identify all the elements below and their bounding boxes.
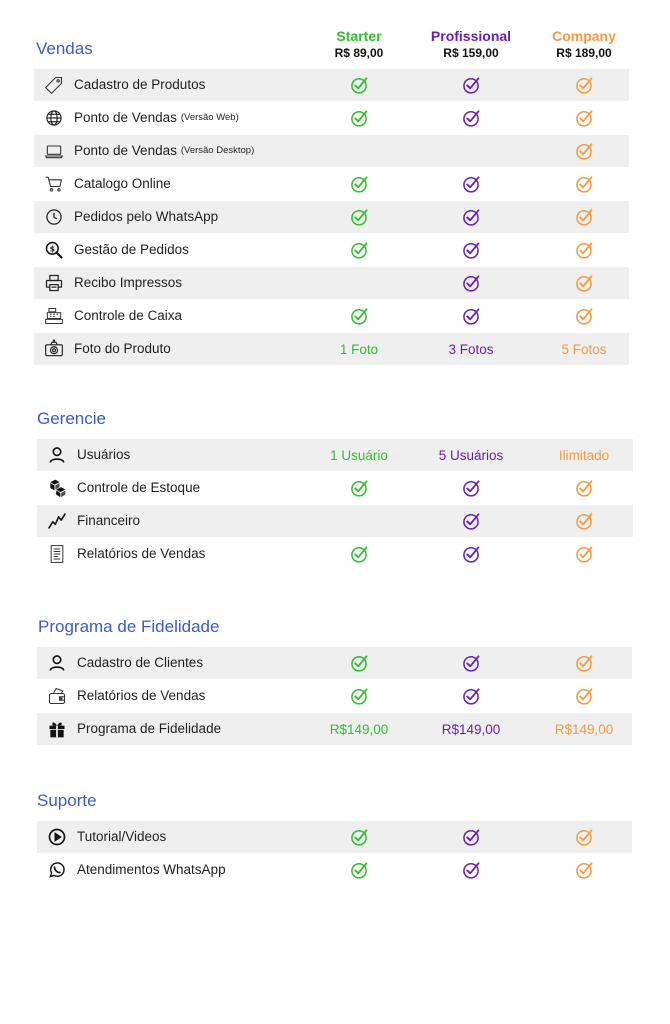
check-icon xyxy=(304,472,414,504)
plan-value: Ilimitado xyxy=(558,447,610,463)
feature-row xyxy=(37,538,633,570)
check-icon xyxy=(304,201,414,233)
feature-label xyxy=(74,176,171,191)
feature-note: (Versão Web) xyxy=(180,112,239,123)
clock-icon xyxy=(44,207,64,227)
feature-row xyxy=(34,168,629,200)
feature-row xyxy=(34,267,629,299)
money-search-icon xyxy=(44,240,64,260)
check-icon xyxy=(416,69,526,101)
feature-row xyxy=(37,680,632,712)
section-title: Programa de Fidelidade xyxy=(38,617,220,636)
feature-row xyxy=(37,647,632,679)
plan-value: R$149,00 xyxy=(329,721,389,737)
check-icon xyxy=(416,647,526,679)
feature-label xyxy=(77,546,205,561)
trend-line-icon xyxy=(47,511,67,531)
plan-value: 3 Fotos xyxy=(448,341,494,357)
feature-label xyxy=(77,862,226,877)
check-icon xyxy=(529,168,639,200)
feature-name: Catalogo Online xyxy=(74,176,171,191)
feature-label xyxy=(77,447,130,462)
check-icon xyxy=(529,234,639,266)
plan-name: Starter xyxy=(336,28,382,44)
plan-price: R$ 89,00 xyxy=(334,46,384,60)
empty-cell xyxy=(416,135,526,167)
feature-name: Cadastro de Produtos xyxy=(74,77,206,92)
whatsapp-icon xyxy=(47,860,67,880)
check-icon xyxy=(529,300,639,332)
feature-name: Foto do Produto xyxy=(74,341,171,356)
section-title: Gerencie xyxy=(37,409,106,428)
globe-icon xyxy=(44,108,64,128)
printer-icon xyxy=(44,273,64,293)
feature-row xyxy=(34,300,629,332)
check-icon xyxy=(416,300,526,332)
check-icon xyxy=(529,854,639,886)
check-icon xyxy=(416,168,526,200)
feature-label xyxy=(74,275,182,290)
plan-price: R$ 159,00 xyxy=(443,46,499,60)
tag-icon xyxy=(44,75,64,95)
plan-header-starter xyxy=(304,28,414,61)
feature-label xyxy=(74,77,205,92)
check-icon xyxy=(304,234,414,266)
play-icon xyxy=(47,827,67,847)
plan-header-profissional xyxy=(416,28,526,61)
check-icon xyxy=(304,300,414,332)
feature-label xyxy=(77,688,205,703)
check-icon xyxy=(529,267,639,299)
check-icon xyxy=(529,69,639,101)
boxes-icon xyxy=(47,478,67,498)
cart-icon xyxy=(44,174,64,194)
feature-name: Cadastro de Clientes xyxy=(77,655,204,670)
feature-name: Financeiro xyxy=(77,513,141,528)
feature-row xyxy=(34,102,629,134)
empty-cell xyxy=(304,135,414,167)
feature-label xyxy=(77,480,200,495)
feature-name: Gestão de Pedidos xyxy=(74,242,189,257)
check-icon xyxy=(529,135,639,167)
feature-label xyxy=(74,110,239,125)
camera-icon xyxy=(44,339,64,359)
feature-row xyxy=(37,854,632,886)
feature-name: Pedidos pelo WhatsApp xyxy=(74,209,219,224)
plan-name: Profissional xyxy=(430,28,512,44)
feature-note: (Versão Desktop) xyxy=(180,145,255,156)
check-icon xyxy=(304,168,414,200)
feature-label xyxy=(77,655,203,670)
section-title: Suporte xyxy=(37,791,97,810)
svg-text:$: $ xyxy=(49,244,55,254)
feature-name: Controle de Caixa xyxy=(74,308,183,323)
check-icon xyxy=(416,472,526,504)
cash-register-icon xyxy=(44,306,64,326)
gift-icon xyxy=(47,719,67,739)
user-icon xyxy=(47,445,67,465)
feature-name: Relatórios de Vendas xyxy=(77,546,206,561)
check-icon xyxy=(529,472,639,504)
feature-label xyxy=(74,341,171,356)
laptop-icon xyxy=(44,141,64,161)
empty-cell xyxy=(304,505,414,537)
check-icon xyxy=(416,234,526,266)
plan-header-company xyxy=(529,28,639,61)
plan-value: R$149,00 xyxy=(554,721,614,737)
check-icon xyxy=(304,854,414,886)
check-icon xyxy=(304,680,414,712)
feature-label xyxy=(74,209,218,224)
check-icon xyxy=(529,538,639,570)
check-icon xyxy=(304,538,414,570)
feature-label xyxy=(77,829,166,844)
empty-cell xyxy=(304,267,414,299)
check-icon xyxy=(529,201,639,233)
plan-name: Company xyxy=(552,28,616,44)
feature-name: Atendimentos WhatsApp xyxy=(77,862,226,877)
feature-name: Tutorial/Videos xyxy=(77,829,167,844)
check-icon xyxy=(529,647,639,679)
feature-row xyxy=(37,472,633,504)
report-icon xyxy=(47,544,67,564)
feature-row xyxy=(34,234,629,266)
check-icon xyxy=(416,267,526,299)
feature-label xyxy=(74,242,189,257)
plan-value: 5 Fotos xyxy=(561,341,607,357)
wallet-icon xyxy=(47,686,67,706)
check-icon xyxy=(416,821,526,853)
check-icon xyxy=(416,201,526,233)
check-icon xyxy=(416,854,526,886)
feature-name: Ponto de Vendas xyxy=(74,110,177,125)
feature-name: Relatórios de Vendas xyxy=(77,688,206,703)
user-icon xyxy=(47,653,67,673)
check-icon xyxy=(304,821,414,853)
feature-label xyxy=(77,513,140,528)
plan-value: R$149,00 xyxy=(441,721,501,737)
feature-label xyxy=(77,721,221,736)
feature-row xyxy=(34,135,629,167)
feature-row xyxy=(37,505,633,537)
check-icon xyxy=(529,821,639,853)
feature-row xyxy=(34,201,629,233)
feature-row xyxy=(37,439,633,471)
feature-row xyxy=(37,821,632,853)
feature-name: Recibo Impressos xyxy=(74,275,183,290)
check-icon xyxy=(304,102,414,134)
check-icon xyxy=(416,538,526,570)
check-icon xyxy=(304,69,414,101)
feature-label xyxy=(74,143,254,158)
plan-value: 1 Usuário xyxy=(330,447,388,463)
section-title: Vendas xyxy=(36,39,93,58)
feature-name: Programa de Fidelidade xyxy=(77,721,222,736)
feature-name: Usuários xyxy=(77,447,131,462)
feature-name: Controle de Estoque xyxy=(77,480,201,495)
check-icon xyxy=(529,102,639,134)
check-icon xyxy=(416,102,526,134)
plan-value: 1 Foto xyxy=(339,341,379,357)
check-icon xyxy=(529,680,639,712)
feature-name: Ponto de Vendas xyxy=(74,143,177,158)
feature-label xyxy=(74,308,182,323)
feature-row xyxy=(34,69,629,101)
plan-value: 5 Usuários xyxy=(438,447,504,463)
check-icon xyxy=(416,680,526,712)
feature-row xyxy=(34,333,629,365)
feature-row xyxy=(37,713,632,745)
plan-price: R$ 189,00 xyxy=(556,46,612,60)
check-icon xyxy=(529,505,639,537)
check-icon xyxy=(304,647,414,679)
check-icon xyxy=(416,505,526,537)
